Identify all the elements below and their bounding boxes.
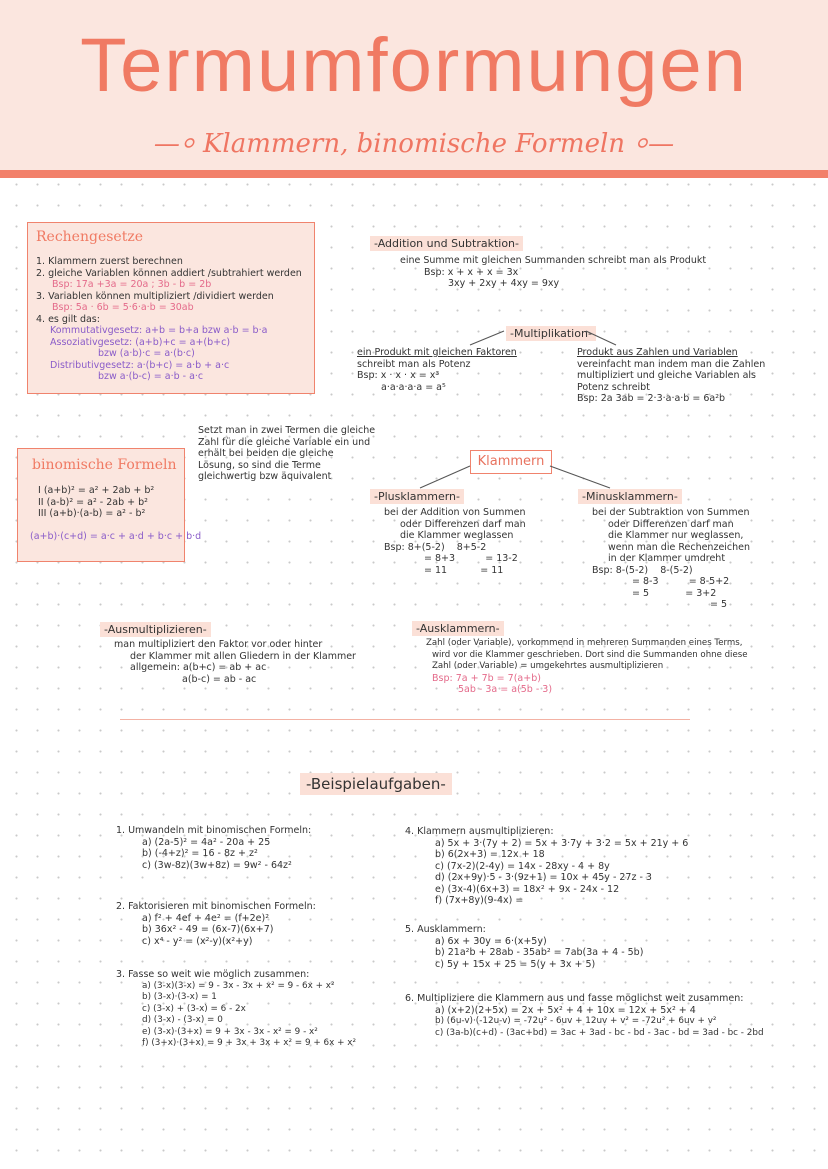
mult-right-line: Potenz schreibt	[577, 381, 650, 393]
ausmultiplizieren-section	[100, 618, 356, 685]
rule-line: Bsp: 5a · 6b = 5·6·a·b = 30ab	[52, 302, 194, 313]
aeq-line: gleichwertig bzw äquivalent	[198, 471, 332, 482]
task-line: c) (3w-8z)(3w+8z) = 9w² - 64z²	[142, 859, 292, 871]
ausmult-line: der Klammer mit allen Gliedern in der Klammer	[130, 650, 356, 662]
ausklammern-line: Zahl (oder Variable) = umgekehrtes ausmultiplizieren	[432, 661, 664, 671]
mult-right-line: Produkt aus Zahlen und Variablen	[577, 347, 738, 358]
rule-line: 3. Variablen können multipliziert /dividiert werden	[36, 290, 274, 302]
rule-line: Distributivgesetz: a·(b+c) = a·b + a·c	[50, 359, 230, 371]
plusklammern-text	[384, 507, 526, 576]
task-line: d) (2x+9y)·5 - 3·(9z+1) = 10x + 45y - 27z - 3	[435, 872, 652, 883]
beispiel-tag: -Beispielaufgaben-	[300, 773, 452, 795]
minus-line: = 5 = 3+2	[632, 587, 717, 599]
addition-line: eine Summe mit gleichen Summanden schreibt man als Produkt	[400, 255, 707, 266]
minus-line: bei der Subtraktion von Summen	[592, 507, 750, 518]
minus-line: oder Differenzen darf man	[608, 518, 734, 530]
addition-section	[370, 232, 706, 290]
rule-line: Kommutativgesetz: a+b = b+a bzw a·b = b·a	[50, 325, 268, 336]
plusklammern-section	[370, 485, 526, 576]
plus-line: = 8+3 = 13-2	[424, 553, 518, 564]
addition-tag: -Addition und Subtraktion-	[370, 236, 523, 251]
minus-line: wenn man die Rechenzeichen	[608, 541, 751, 553]
multiplikation-tag: -Multiplikation-	[506, 326, 596, 341]
task-line: b) 6(2x+3) = 12x + 18	[435, 849, 545, 860]
aequivalent-text	[198, 425, 375, 483]
task-line: c) x⁴ - y² = (x²-y)(x²+y)	[142, 935, 253, 947]
plusklammern-tag: -Plusklammern-	[370, 489, 464, 504]
plus-line: die Klammer weglassen	[400, 530, 514, 541]
binomische-box	[17, 448, 202, 562]
plus-line: oder Differenzen darf man	[400, 518, 526, 530]
task-line: b) 36x² - 49 = (6x-7)(6x+7)	[142, 924, 274, 935]
mult-right-line: multipliziert und gleiche Variablen als	[577, 370, 756, 381]
mult-left-line: schreibt man als Potenz	[357, 358, 471, 370]
minus-line: = 5	[710, 599, 728, 610]
task-line: a) (x+2)(2+5x) = 2x + 5x² + 4 + 10x = 12x + 5x² + 4	[435, 1004, 696, 1016]
rechengesetze-box	[27, 222, 315, 394]
rule-line: 1. Klammern zuerst berechnen	[36, 256, 183, 267]
task-line: c) (7x-2)(2-4y) = 14x - 28xy - 4 + 8y	[435, 860, 610, 872]
addition-text	[400, 255, 706, 290]
subtitle-text: Klammern, binomische Formeln	[202, 129, 626, 159]
task-line: e) (3-x)·(3+x) = 9 + 3x - 3x - x² = 9 - x²	[142, 1026, 318, 1037]
task-line: c) (3a-b)(c+d) - (3ac+bd) = 3ac + 3ad - bc - bd - 3ac - bd = 3ad - bc - 2bd	[435, 1027, 764, 1038]
rechengesetze-list	[36, 256, 302, 383]
task-line: a) 6x + 30y = 6·(x+5y)	[435, 935, 547, 947]
binomial-formula: I (a+b)² = a² + 2ab + b²	[38, 485, 155, 496]
task-5	[405, 924, 643, 970]
ausklammern-tag: -Ausklammern-	[412, 621, 504, 636]
multiplikation-left	[357, 347, 517, 393]
ausmult-line: allgemein: a(b+c) = ab + ac	[130, 662, 267, 673]
task-title: 2. Faktorisieren mit binomischen Formeln:	[116, 901, 316, 912]
ausklammern-line: Bsp: 7a + 7b = 7(a+b)	[432, 672, 541, 684]
minusklammern-tag: -Minusklammern-	[578, 489, 682, 504]
rule-line: bzw a·(b-c) = a·b - a·c	[98, 371, 204, 382]
task-title: 3. Fasse so weit wie möglich zusammen:	[116, 969, 310, 980]
multiplikation-right	[577, 347, 765, 405]
task-line: e) (3x-4)(6x+3) = 18x² + 9x - 24x - 12	[435, 883, 620, 895]
mult-left-line: Bsp: x · x · x = x³	[357, 370, 440, 381]
ausklammern-text	[426, 638, 748, 696]
header-divider	[0, 170, 828, 178]
mult-right-line: vereinfacht man indem man die Zahlen	[577, 358, 766, 370]
binomial-formula: III (a+b)·(a-b) = a² - b²	[38, 508, 146, 519]
binomische-list	[38, 485, 154, 520]
task-line: a) (2a-5)² = 4a² - 20a + 25	[142, 836, 271, 848]
binomial-formula: II (a-b)² = a² - 2ab + b²	[38, 496, 148, 508]
rule-line: 2. gleiche Variablen können addiert /subtrahiert werden	[36, 267, 302, 279]
rechengesetze-title: Rechengesetze	[36, 229, 143, 245]
addition-line: 3xy + 2xy + 4xy = 9xy	[448, 278, 560, 289]
minus-line: Bsp: 8-(5-2) 8-(5-2)	[592, 564, 693, 576]
binomische-title: binomische Formeln	[32, 457, 177, 473]
section-divider	[120, 719, 690, 720]
task-line: c) 5y + 15x + 25 = 5(y + 3x + 5)	[435, 958, 596, 970]
plus-line: Bsp: 8+(5-2) 8+5-2	[384, 541, 487, 553]
ausklammern-line: Zahl (oder Variable), vorkommend in mehreren Summanden eines Terms,	[426, 638, 743, 648]
minusklammern-section	[578, 485, 750, 611]
task-title: 4. Klammern ausmultiplizieren:	[405, 826, 554, 837]
task-title: 5. Ausklammern:	[405, 924, 486, 935]
plus-line: = 11 = 11	[424, 564, 504, 576]
ausmult-line: a(b-c) = ab - ac	[182, 673, 257, 685]
rule-line: Assoziativgesetz: (a+b)+c = a+(b+c)	[50, 336, 231, 348]
task-line: f) (7x+8y)(9-4x) =	[435, 895, 524, 906]
task-line: b) (-4+z)² = 16 - 8z + z²	[142, 848, 258, 859]
minus-line: = 8-3 = 8-5+2	[632, 576, 730, 587]
page-subtitle: —⸰ Klammern, binomische Formeln ⸰—	[153, 129, 675, 159]
task-line: b) (6u-v)·(-12u-v) = -72u² - 6uv + 12uv + v² = -72u² + 6uv + v²	[435, 1016, 717, 1026]
task-line: d) (3-x) - (3-x) = 0	[142, 1015, 223, 1025]
task-1	[116, 825, 311, 871]
rule-line: Bsp: 17a +3a = 20a ; 3b - b = 2b	[52, 279, 212, 290]
mult-left-line: ein Produkt mit gleichen Faktoren	[357, 347, 517, 358]
task-line: a) 5x + 3·(7y + 2) = 5x + 3·7y + 3·2 = 5x + 21y + 6	[435, 837, 689, 849]
task-6	[405, 993, 764, 1039]
minus-line: die Klammer nur weglassen,	[608, 530, 744, 541]
ausmultiplizieren-tag: -Ausmultiplizieren-	[100, 622, 211, 637]
aeq-line: Setzt man in zwei Termen die gleiche	[198, 425, 376, 436]
ausklammern-section	[412, 617, 748, 696]
mult-left-line: a·a·a·a·a = a⁵	[381, 381, 446, 393]
addition-line: Bsp: x + x + x = 3x	[424, 266, 519, 278]
ausklammern-line: wird vor die Klammer geschrieben. Dort sind die Summanden ohne diese	[432, 649, 748, 660]
rule-line: bzw (a·b)·c = a·(b·c)	[98, 348, 195, 359]
task-line: b) (3-x)·(3-x) = 1	[142, 992, 217, 1002]
rule-line: 4. es gilt das:	[36, 313, 100, 325]
klammern-label: Klammern	[470, 450, 552, 474]
task-line: f) (3+x)·(3+x) = 9 + 3x + 3x + x² = 9 + 6x + x²	[142, 1038, 357, 1048]
minusklammern-text	[592, 507, 750, 611]
plus-line: bei der Addition von Summen	[384, 507, 526, 518]
binomial-extra: (a+b)·(c+d) = a·c + a·d + b·c + b·d	[30, 531, 202, 542]
aeq-line: erhält bei beiden die gleiche	[198, 448, 334, 459]
ausmult-line: man multipliziert den Faktor vor oder hinter	[114, 639, 323, 650]
task-4	[405, 826, 688, 907]
page-title: Termumformungen	[80, 23, 748, 108]
aeq-line: Lösung, so sind die Terme	[198, 459, 321, 471]
aeq-line: Zahl für die gleiche Variable ein und	[198, 436, 371, 448]
ausmultiplizieren-text	[114, 639, 356, 685]
minus-line: in der Klammer umdreht	[608, 553, 726, 564]
task-line: b) 21a²b + 28ab - 35ab² = 7ab(3a + 4 - 5b)	[435, 947, 644, 958]
ausklammern-line: 5ab - 3a = a(5b - 3)	[458, 684, 553, 695]
task-title: 6. Multipliziere die Klammern aus und fasse möglichst weit zusammen:	[405, 993, 744, 1004]
task-3	[116, 969, 356, 1050]
task-line: a) (3-x)(3-x) = 9 - 3x - 3x + x² = 9 - 6x + x²	[142, 980, 335, 991]
task-title: 1. Umwandeln mit binomischen Formeln:	[116, 825, 312, 836]
task-2	[116, 901, 316, 947]
task-line: a) f² + 4ef + 4e² = (f+2e)²	[142, 912, 270, 924]
mult-right-line: Bsp: 2a 3ab = 2·3·a·a·b = 6a²b	[577, 393, 726, 404]
task-line: c) (3-x) + (3-x) = 6 - 2x	[142, 1003, 246, 1014]
